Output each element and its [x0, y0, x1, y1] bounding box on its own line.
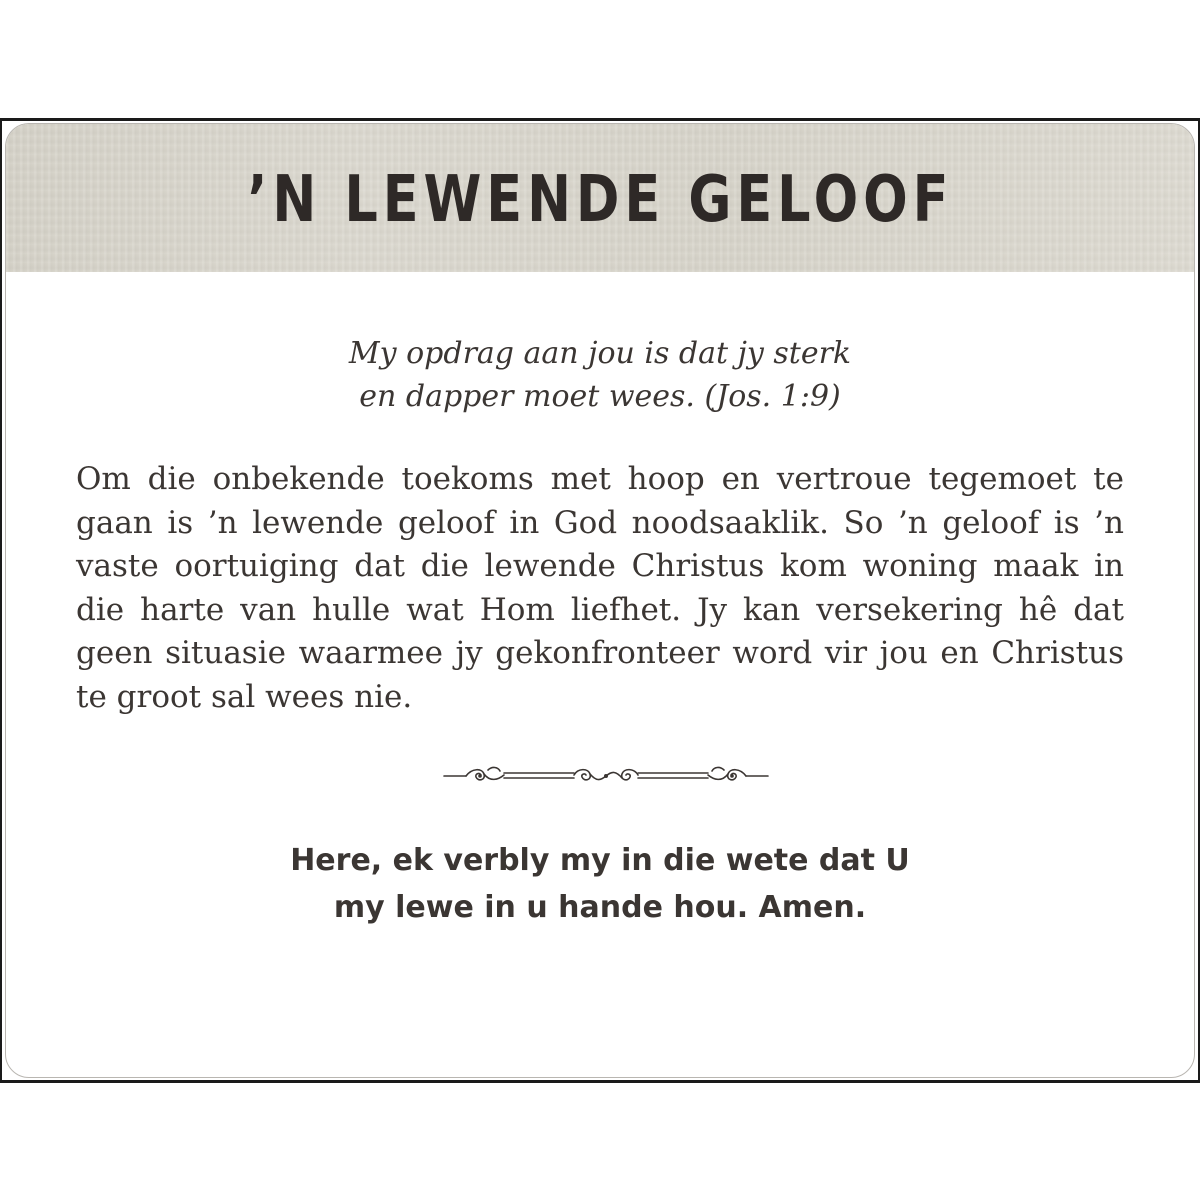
- header-band: [6, 124, 1194, 272]
- prayer-line-2: my lewe in u hande hou. Amen.: [333, 890, 867, 925]
- scripture-verse: [6, 332, 1194, 418]
- card-title: ’N LEWENDE GELOOF: [247, 163, 953, 237]
- devotional-body: Om die onbekende toekoms met hoop en vertroue tegemoet te gaan is ’n lewende geloof in God noodsaaklik. So ’n geloof is ’n vaste oortuiging dat die lewende Christus kom woning maak in die harte van hulle wat Hom liefhet. Jy kan versekering hê dat geen situasie waarmee jy gekonfronteer word vir jou en Christus te groot sal wees nie.: [76, 461, 1124, 715]
- card-frame: [0, 118, 1200, 1083]
- closing-prayer: [6, 837, 1194, 931]
- flourish-divider-icon: [442, 762, 770, 790]
- verse-line-1: My opdrag aan jou is dat jy sterk: [348, 336, 852, 371]
- devotional-card: [5, 123, 1195, 1078]
- verse-line-2: en dapper moet wees. (Jos. 1:9): [359, 379, 841, 414]
- prayer-line-1: Here, ek verbly my in die wete dat U: [290, 843, 910, 878]
